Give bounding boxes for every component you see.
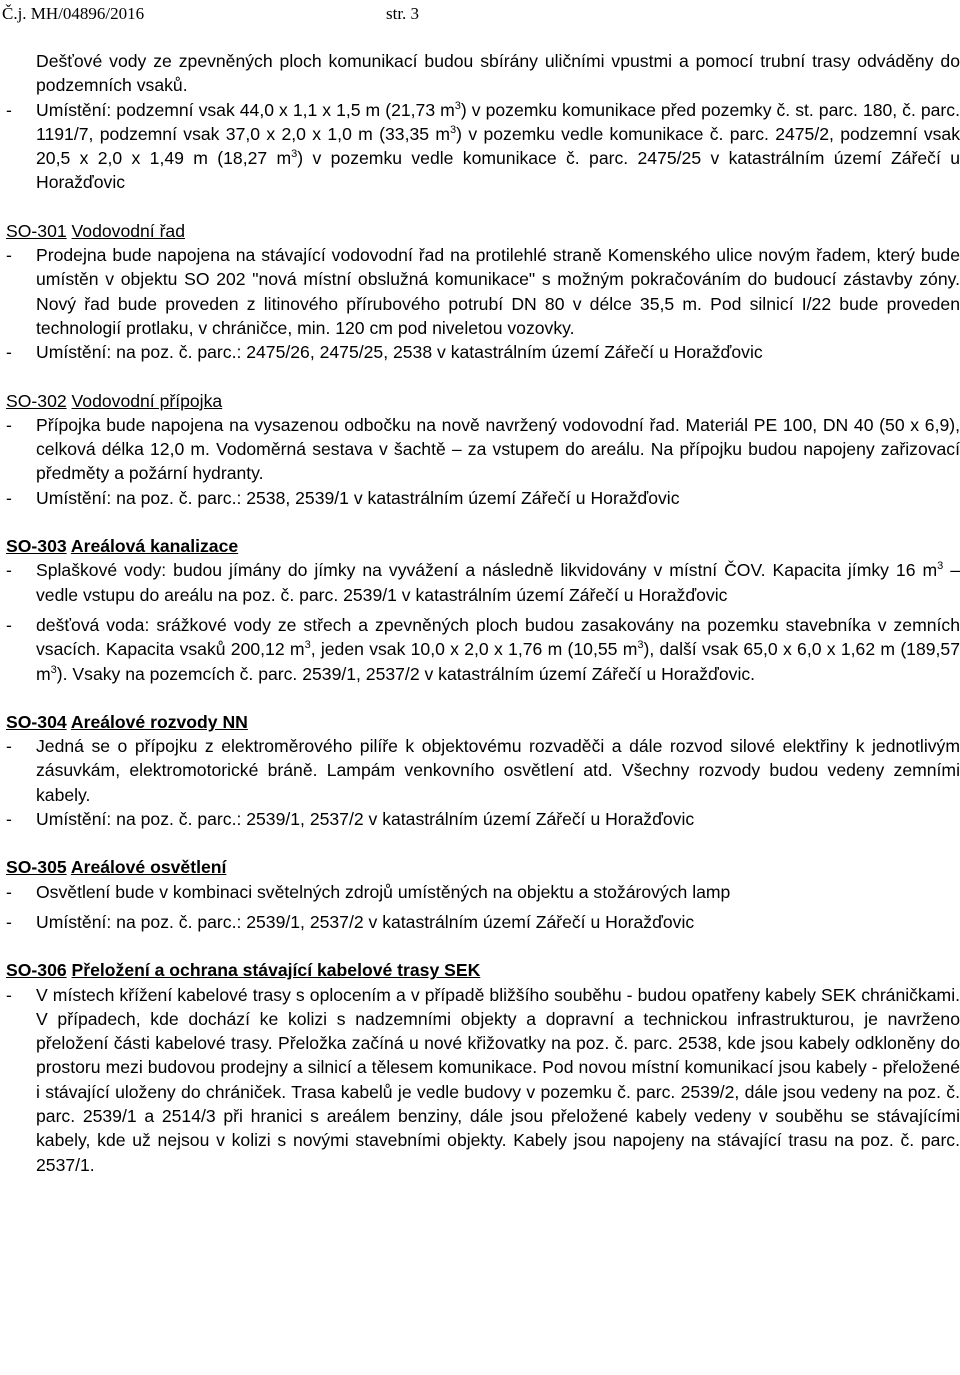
list-item: [6, 734, 960, 807]
section-text: – vedle vstupu do areálu na poz. č. parc. 2539/1 v katastrálním území Zářečí u Horažďovic: [36, 560, 960, 605]
page-header: [0, 3, 960, 25]
section-code: SO-301: [6, 220, 67, 241]
document-reference: Č.j. MH/04896/2016: [2, 4, 145, 23]
section-text: Přípojka bude napojena na vysazenou odbočku na nově navržený vodovodní řad. Materiál PE 100, DN 40 (50 x 6,9), celková délka 12,0 m. Vodoměrná sestava v šachtě – za vstupem do areálu. Na přípojku budou napojeny zařizovací předměty a požární hydranty.: [36, 414, 960, 484]
list-item: [6, 558, 960, 607]
bullet-dash: -: [6, 99, 12, 120]
superscript: 3: [291, 148, 298, 161]
section-text: ), další vsak 65,0 x 6,0 x 1,62 m (189,57 m: [36, 639, 960, 684]
bullet-dash: -: [6, 614, 12, 635]
bullet-dash: -: [6, 414, 12, 435]
section-text: , jeden vsak 10,0 x 2,0 x 1,76 m (10,55 m: [310, 639, 638, 660]
list-item: [6, 983, 960, 1177]
section-title: Areálové rozvody NN: [70, 711, 248, 732]
section-code: SO-302: [6, 390, 67, 411]
intro-paragraph: Dešťové vody ze zpevněných ploch komunikací budou sbírány uličními vpustmi a pomocí trubní trasy odváděny do podzemních vsaků.: [36, 51, 960, 96]
section-title: Areálová kanalizace: [70, 536, 239, 557]
superscript: 3: [50, 663, 57, 676]
intro-location-text: ) v pozemku vedle komunikace č. parc. 2475/25 v katastrálním území Zářečí u Horažďovic: [36, 148, 960, 193]
list-item: [6, 613, 960, 686]
list-item: [6, 486, 960, 510]
superscript: 3: [454, 99, 461, 112]
section-heading-so301: [6, 219, 960, 243]
section-heading-so302: [6, 389, 960, 413]
intro-location-text: ) v pozemku vedle komunikace č. parc. 2475/2, podzemní vsak 20,5 x 2,0 x 1,49 m (18,27 m: [36, 123, 960, 169]
superscript: 3: [637, 639, 644, 652]
list-item: [6, 807, 960, 831]
section-text: dešťová voda: srážkové vody ze střech a zpevněných ploch budou zasakovány na pozemku stavebníka v zemních vsacích. Kapacita vsaků 200,12 m: [36, 614, 960, 660]
bullet-dash: -: [6, 881, 12, 902]
document-body: [6, 49, 960, 1177]
section-title: Vodovodní řad: [71, 220, 186, 241]
bullet-dash: -: [6, 809, 12, 830]
section-heading-so306: [6, 958, 960, 982]
location-value: 2539/1, 2537/2 v katastrálním území Zářečí u Horažďovic: [246, 809, 695, 830]
section-text: Osvětlení bude v kombinaci světelných zdrojů umístěných na objektu a stožárových lamp: [36, 881, 731, 902]
location-value: 2475/26, 2475/25, 2538 v katastrálním území Zářečí u Horažďovic: [246, 342, 763, 363]
bullet-dash: -: [6, 984, 12, 1005]
superscript: 3: [937, 560, 944, 573]
bullet-dash: -: [6, 245, 12, 266]
section-code: SO-303: [6, 536, 67, 557]
list-item: [6, 910, 960, 934]
list-item: [6, 340, 960, 364]
section-code: SO-306: [6, 960, 67, 981]
section-code: SO-304: [6, 711, 67, 732]
list-item: [6, 98, 960, 195]
list-item: [6, 243, 960, 340]
section-title: Přeložení a ochrana stávající kabelové trasy SEK: [71, 960, 481, 981]
bullet-dash: -: [6, 342, 12, 363]
location-value: 2538, 2539/1 v katastrálním území Zářečí u Horažďovic: [246, 487, 680, 508]
page-number: str. 3: [386, 4, 420, 23]
list-item: [6, 413, 960, 486]
superscript: 3: [304, 639, 311, 652]
section-text: Jedná se o přípojku z elektroměrového pilíře k objektovému rozvaděči a dále rozvod silové elektřiny k jednotlivým zásuvkám, elektromotorické bráně. Lampám venkovního osvětlení atd. Všechny rozvody budou vedeny zemními kabely.: [36, 736, 960, 805]
bullet-dash: -: [6, 560, 12, 581]
bullet-dash: -: [6, 911, 12, 932]
section-title: Areálové osvětlení: [70, 857, 227, 878]
bullet-dash: -: [6, 487, 12, 508]
section-code: SO-305: [6, 857, 67, 878]
bullet-dash: -: [6, 736, 12, 757]
section-heading-so304: [6, 710, 960, 734]
section-heading-so303: [6, 534, 960, 558]
list-item: [6, 880, 960, 904]
section-text: Splaškové vody: budou jímány do jímky na vyvážení a následně likvidovány v místní ČOV. Kapacita jímky 16 m: [36, 560, 938, 581]
intro-location-text: ) v pozemku komunikace před pozemky č. st. parc. 180, č. parc. 1191/7, podzemní vsak 37,0 x 2,0 x 1,0 m (33,35 m: [36, 99, 960, 144]
section-title: Vodovodní přípojka: [71, 390, 223, 411]
location-label: Umístění: na poz. č. parc.:: [36, 487, 242, 508]
location-value: 2539/1, 2537/2 v katastrálním území Zářečí u Horažďovic: [246, 911, 695, 932]
location-label: Umístění: na poz. č. parc.:: [36, 911, 242, 932]
location-label: Umístění: na poz. č. parc.:: [36, 342, 242, 363]
superscript: 3: [450, 124, 457, 137]
section-text: V místech křížení kabelové trasy s oplocením a v případě bližšího souběhu - budou opatřeny kabely SEK chráničkami. V případech, kde dochází ke kolizi s nadzemními objekty a dopravní a technickou infrastrukturou, je navrženo přeložení části kabelové trasy. Přeložka začíná u nové křižovatky na poz. č. parc. 2538, kde jsou kabely odkloněny do prostoru mezi budovou prodejny a silnicí a tělesem komunikace. Pod novou místní komunikací jsou kabely - přeložené i stávající uloženy do chrániček. Trasa kabelů je vedle budovy v pozemku č. parc. 2539/2, dále jsou vedeny na poz. č. parc. 2539/1 a 2514/3 při hranici s areálem benziny, dále jsou přeložené kabely vedeny v souběhu se stávajícími kabely, kde už nejsou v kolizi s novými stavebními objekty. Kabely jsou napojeny na stávající trasu na poz. č. parc. 2537/1.: [36, 984, 960, 1175]
section-text: ). Vsaky na pozemcích č. parc. 2539/1, 2537/2 v katastrálním území Zářečí u Horažďovic.: [56, 663, 756, 684]
section-text: Prodejna bude napojena na stávající vodovodní řad na protilehlé straně Komenského ulice novým řadem, který bude umístěn v objektu SO 202 "nová místní obslužná komunikace" s možným pokračováním do budoucí zástavby zóny. Nový řad bude proveden z litinového přírubového potrubí DN 80 v délce 35,5 m. Pod silnicí I/22 bude proveden technologií protlaku, v chráničce, min. 120 cm pod niveletou vozovky.: [36, 245, 960, 338]
intro-location-text: Umístění: podzemní vsak 44,0 x 1,1 x 1,5 m (21,73 m: [36, 99, 455, 120]
location-label: Umístění: na poz. č. parc.:: [36, 809, 242, 830]
section-heading-so305: [6, 855, 960, 879]
